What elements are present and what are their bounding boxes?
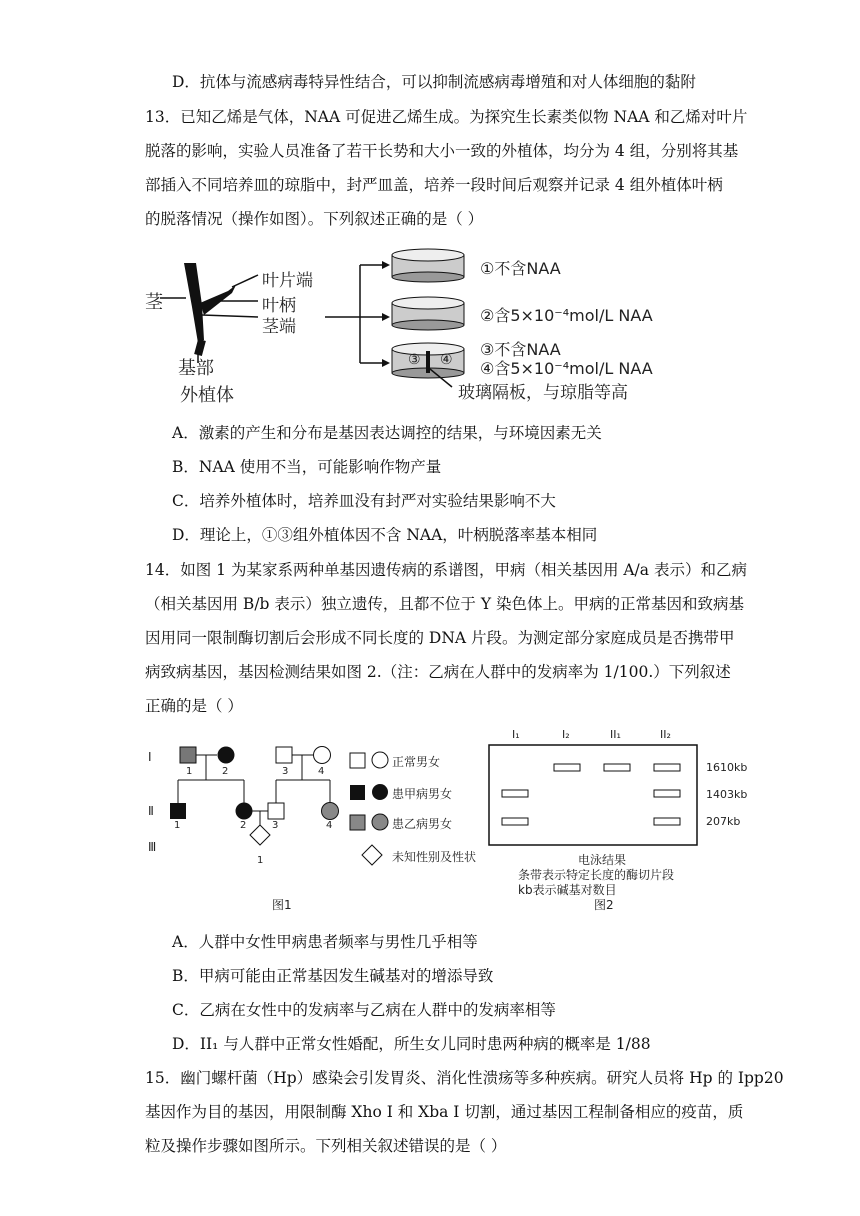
q14-option-c: C．乙病在女性中的发病率与乙病在人群中的发病率相等 [172,1001,556,1019]
label-dish-1: ①不含NAA [480,259,561,278]
size-1610kb: 1610kb [706,761,748,774]
gel-col-I1: I₁ [512,728,520,741]
q14-option-b: B．甲病可能由正常基因发生碱基对的增添导致 [172,967,494,985]
petri-dish-1 [392,249,464,282]
gel-title: 电泳结果 [578,853,627,867]
petri-dish-2 [392,297,464,330]
gel-col-II1: II₁ [610,728,621,741]
q13-stem-line1: 13．已知乙烯是气体，NAA 可促进乙烯生成。为探究生长素类似物 NAA 和乙烯对叶片 [145,108,748,126]
figure-1-caption: 图1 [272,898,292,912]
q15-stem-line3: 粒及操作步骤如图所示。下列相关叙述错误的是（ ） [145,1137,507,1155]
size-207kb: 207kb [706,815,741,828]
q15-stem-line2: 基因作为目的基因，用限制酶 Xho I 和 Xba I 切割，通过基因工程制备相应的疫苗，质 [145,1103,744,1121]
num-II3: 3 [272,820,279,831]
num-II4: 4 [326,820,333,831]
label-dish-2: ②含5×10⁻⁴mol/L NAA [480,306,653,325]
q13-stem-line4: 的脱落情况（操作如图）。下列叙述正确的是（ ） [145,210,484,228]
label-dish-4: ④含5×10⁻⁴mol/L NAA [480,359,653,378]
label-glass-plate: 玻璃隔板，与琼脂等高 [458,383,628,403]
q14-stem-line2: （相关基因用 B/b 表示）独立遗传，且都不位于 Y 染色体上。甲病的正常基因和致病基 [145,595,744,613]
q13-option-a: A．激素的产生和分布是基因表达调控的结果，与环境因素无关 [172,424,602,442]
gen-label-1: Ⅰ [148,750,152,764]
label-petiole: 叶柄 [262,296,296,316]
num-II1: 1 [174,820,181,831]
q14-option-d: D．II₁ 与人群中正常女性婚配，所生女儿同时患两种病的概率是 1/88 [172,1035,651,1053]
gen-label-3: Ⅲ [148,840,157,854]
figure-14-gel [488,744,700,848]
q14-stem-line1: 14．如图 1 为某家系两种单基因遗传病的系谱图，甲病（相关基因用 A/a 表示）和乙病 [145,561,747,579]
q13-stem-line2: 脱落的影响，实验人员准备了若干长势和大小一致的外植体，均分为 4 组，分别将其基 [145,142,739,160]
label-section-3: ③ [408,352,421,368]
label-stem: 茎 [145,292,163,313]
num-I3: 3 [282,766,289,777]
q14-option-a: A．人群中女性甲病患者频率与男性几乎相等 [172,933,478,951]
label-dish-3: ③不含NAA [480,340,561,359]
legend-unknown: 未知性别及性状 [392,850,477,864]
petri-dish-3 [392,343,464,378]
q14-stem-line3: 因用同一限制酶切割后会形成不同长度的 DNA 片段。为测定部分家庭成员是否携带甲 [145,629,735,647]
gel-note-2: kb表示碱基对数目 [518,883,617,897]
q12-option-d: D．抗体与流感病毒特异性结合，可以抑制流感病毒增殖和对人体细胞的黏附 [172,73,696,91]
gel-note-1: 条带表示特定长度的酶切片段 [518,868,675,882]
num-III1: 1 [257,855,264,866]
label-section-4: ④ [440,352,453,368]
q13-option-b: B．NAA 使用不当，可能影响作物产量 [172,458,442,476]
q15-stem-line1: 15．幽门螺杆菌（Hp）感染会引发胃炎、消化性溃疡等多种疾病。研究人员将 Hp 的 Ipp20 [145,1069,784,1087]
legend-disease-b: 患乙病男女 [392,817,453,831]
label-base: 基部 [178,358,214,379]
figure-2-caption: 图2 [594,898,614,912]
label-leaf-end: 叶片端 [262,271,313,291]
q13-option-c: C．培养外植体时，培养皿没有封严对实验结果影响不大 [172,492,556,510]
q14-stem-line5: 正确的是（ ） [145,697,243,715]
gel-col-I2: I₂ [562,728,570,741]
q14-stem-line4: 病致病基因，基因检测结果如图 2.（注：乙病在人群中的发病率为 1/100.）下列叙述 [145,663,731,681]
legend-normal: 正常男女 [392,755,441,769]
label-stem-end: 茎端 [262,317,296,337]
legend-disease-a: 患甲病男女 [392,787,453,801]
num-I1: 1 [186,766,193,777]
num-I2: 2 [222,766,229,777]
gen-label-2: Ⅱ [148,804,154,818]
num-II2: 2 [240,820,247,831]
q13-option-d: D．理论上，①③组外植体因不含 NAA，叶柄脱落率基本相同 [172,526,598,544]
gel-col-II2: II₂ [660,728,671,741]
num-I4: 4 [318,766,325,777]
label-explant: 外植体 [180,385,234,406]
q13-stem-line3: 部插入不同培养皿的琼脂中，封严皿盖，培养一段时间后观察并记录 4 组外植体叶柄 [145,176,723,194]
size-1403kb: 1403kb [706,788,748,801]
